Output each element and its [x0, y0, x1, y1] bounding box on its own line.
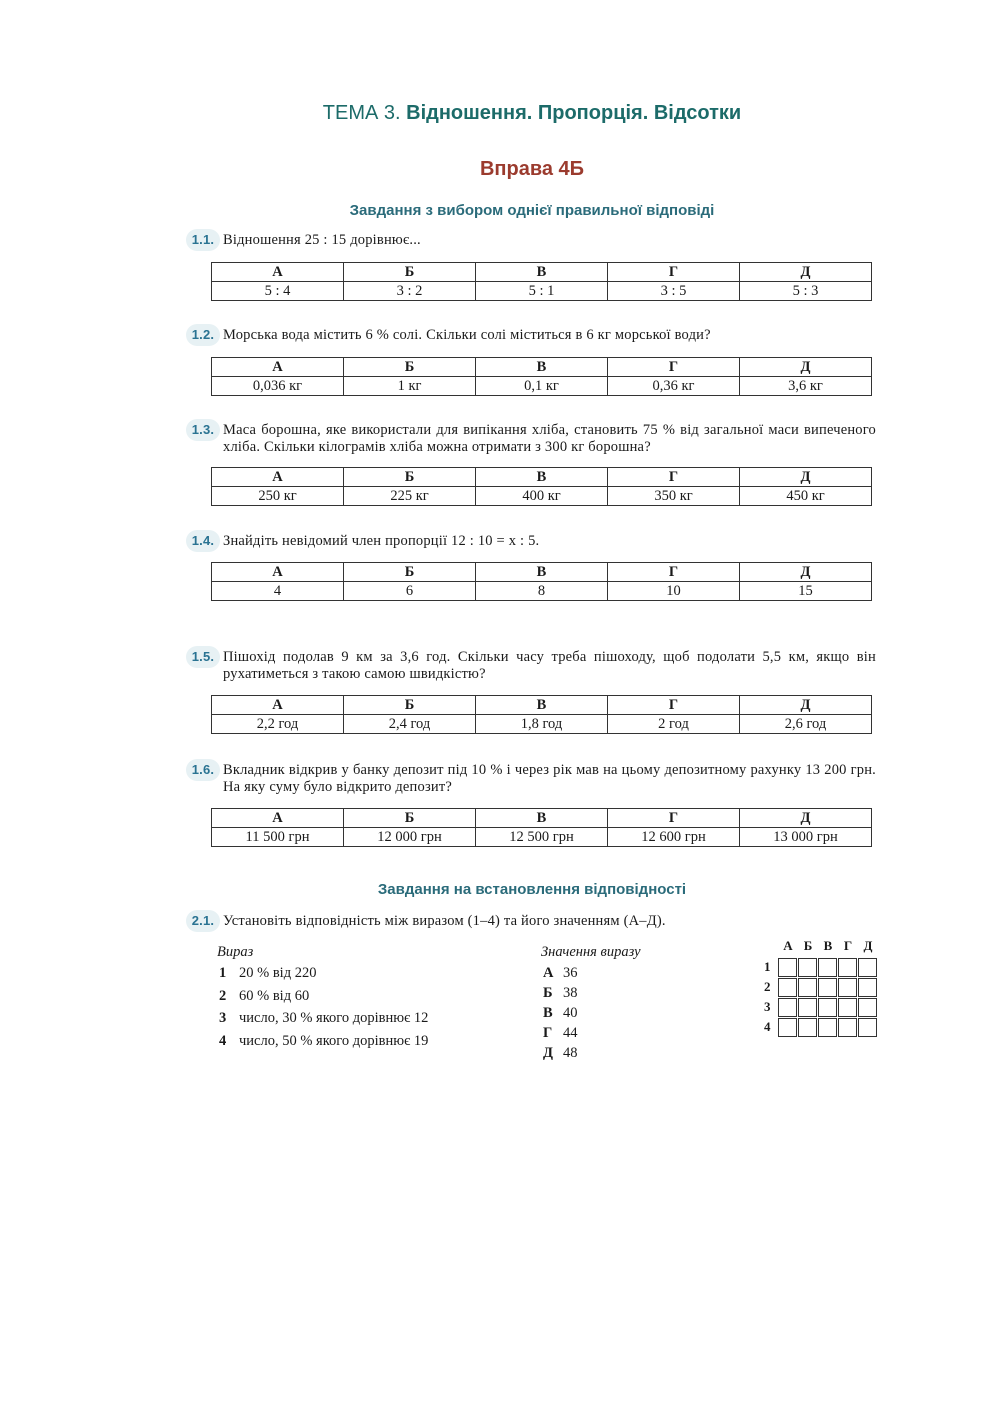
question-text: Установіть відповідність між виразом (1–4) та його значенням (А–Д). — [223, 913, 666, 929]
option-value[interactable]: 3,6 кг — [740, 377, 872, 396]
option-letter: Д — [740, 468, 872, 487]
value-letter: А — [543, 965, 554, 981]
option-letter: А — [212, 696, 344, 715]
question-number: 1.6. — [186, 759, 220, 781]
option-letter: Д — [740, 563, 872, 582]
option-letter: Г — [608, 358, 740, 377]
section-title-matching: Завдання на встановлення відповідності — [377, 881, 687, 898]
grid-column-letter: А — [783, 938, 793, 953]
option-value[interactable]: 0,36 кг — [608, 377, 740, 396]
option-value[interactable]: 12 500 грн — [476, 828, 608, 847]
option-value[interactable]: 2,4 год — [344, 715, 476, 734]
expression-item — [219, 1031, 428, 1051]
answer-options-table — [211, 808, 872, 847]
option-value[interactable]: 350 кг — [608, 487, 740, 506]
option-letter: А — [212, 263, 344, 282]
grid-column-letter: Г — [843, 938, 853, 953]
grid-cell[interactable] — [818, 998, 837, 1017]
option-value[interactable]: 3 : 5 — [608, 282, 740, 301]
option-value[interactable]: 8 — [476, 582, 608, 601]
option-value[interactable]: 3 : 2 — [344, 282, 476, 301]
answer-options-table — [211, 562, 872, 601]
option-value[interactable]: 225 кг — [344, 487, 476, 506]
option-letter: Г — [608, 563, 740, 582]
question-text: Пішохід подолав 9 км за 3,6 год. Скільки часу треба пішоходу, щоб подолати 5,5 км, якщо він рухатиметься з такою самою швидкістю? — [223, 649, 876, 682]
option-value[interactable]: 1,8 год — [476, 715, 608, 734]
question-number: 2.1. — [186, 910, 220, 932]
option-letter: Г — [608, 696, 740, 715]
option-value[interactable]: 0,1 кг — [476, 377, 608, 396]
question-number: 1.2. — [186, 324, 220, 346]
question-number: 1.5. — [186, 646, 220, 668]
question-4 — [186, 533, 876, 550]
option-letter: Б — [344, 563, 476, 582]
option-value[interactable]: 12 000 грн — [344, 828, 476, 847]
expression-text: 60 % від 60 — [239, 987, 310, 1004]
option-letter: Д — [740, 263, 872, 282]
option-letter: Б — [344, 358, 476, 377]
option-letter: А — [212, 809, 344, 828]
question-2-1 — [186, 913, 876, 930]
expression-item — [219, 1008, 428, 1028]
expression-text: 20 % від 220 — [239, 965, 317, 981]
option-value[interactable]: 15 — [740, 582, 872, 601]
question-text: Маса борошна, яке використали для випікання хліба, становить 75 % від загальної маси випеченого хліба. Скільки кілограмів хліба можна отримати з 300 кг борошна? — [223, 422, 876, 455]
option-letter: Б — [344, 809, 476, 828]
grid-cell[interactable] — [798, 998, 817, 1017]
expressions-header: Вираз — [217, 944, 254, 960]
grid-cell[interactable] — [778, 998, 797, 1017]
option-letter: Г — [608, 263, 740, 282]
answer-options-table — [211, 695, 872, 734]
value-item — [543, 1043, 578, 1063]
grid-cell[interactable] — [798, 958, 817, 977]
grid-row-number: 3 — [764, 999, 771, 1014]
option-value[interactable]: 450 кг — [740, 487, 872, 506]
option-value[interactable]: 250 кг — [212, 487, 344, 506]
value-letter: Г — [543, 1025, 553, 1041]
grid-cell[interactable] — [778, 1018, 797, 1037]
value-letter: Б — [543, 985, 553, 1001]
topic-heading — [0, 102, 1000, 125]
option-value[interactable]: 6 — [344, 582, 476, 601]
expression-text: число, 50 % якого дорівнює 19 — [239, 1032, 429, 1049]
grid-column-letter: В — [823, 938, 833, 953]
option-letter: Д — [740, 358, 872, 377]
grid-row-number: 1 — [764, 959, 771, 974]
expression-number: 1 — [219, 965, 227, 981]
grid-cell[interactable] — [778, 978, 797, 997]
expression-number: 3 — [219, 1010, 227, 1026]
question-2 — [186, 327, 876, 344]
grid-cell[interactable] — [838, 1018, 857, 1037]
grid-row-number: 4 — [764, 1019, 771, 1034]
value-item — [543, 1023, 578, 1043]
option-letter: Д — [740, 809, 872, 828]
question-text: Морська вода містить 6 % солі. Скільки солі міститься в 6 кг морської води? — [223, 327, 711, 343]
value-item — [543, 983, 578, 1003]
option-letter: Б — [344, 468, 476, 487]
option-value[interactable]: 400 кг — [476, 487, 608, 506]
grid-cell[interactable] — [858, 958, 877, 977]
option-letter: А — [212, 563, 344, 582]
question-5 — [186, 649, 876, 683]
grid-cell[interactable] — [798, 1018, 817, 1037]
answer-options-table — [211, 467, 872, 506]
option-letter: Б — [344, 263, 476, 282]
option-value[interactable]: 5 : 3 — [740, 282, 872, 301]
question-text: Відношення 25 : 15 дорівнює... — [223, 232, 421, 248]
value-number: 36 — [563, 965, 578, 981]
value-number: 48 — [563, 1045, 578, 1061]
grid-cell[interactable] — [858, 978, 877, 997]
value-letter: В — [543, 1005, 553, 1021]
expression-item — [219, 986, 309, 1006]
option-value[interactable]: 0,036 кг — [212, 377, 344, 396]
grid-cell[interactable] — [818, 1018, 837, 1037]
option-letter: В — [476, 563, 608, 582]
question-number: 1.4. — [186, 530, 220, 552]
option-letter: В — [476, 263, 608, 282]
option-value[interactable]: 5 : 4 — [212, 282, 344, 301]
value-number: 40 — [563, 1005, 578, 1021]
option-value[interactable]: 10 — [608, 582, 740, 601]
answer-options-table — [211, 357, 872, 396]
grid-cell[interactable] — [838, 958, 857, 977]
grid-cell[interactable] — [818, 978, 837, 997]
option-letter: Б — [344, 696, 476, 715]
option-value[interactable]: 12 600 грн — [608, 828, 740, 847]
option-value[interactable]: 5 : 1 — [476, 282, 608, 301]
grid-cell[interactable] — [778, 958, 797, 977]
value-number: 38 — [563, 985, 578, 1001]
option-value[interactable]: 2,6 год — [740, 715, 872, 734]
values-header: Значення виразу — [541, 944, 641, 960]
grid-cell[interactable] — [858, 1018, 877, 1037]
expression-item — [219, 963, 316, 983]
grid-cell[interactable] — [838, 998, 857, 1017]
option-value[interactable]: 2 год — [608, 715, 740, 734]
option-letter: В — [476, 696, 608, 715]
grid-row-number: 2 — [764, 979, 771, 994]
grid-cell[interactable] — [818, 958, 837, 977]
option-letter: В — [476, 468, 608, 487]
question-3 — [186, 422, 876, 456]
question-number: 1.1. — [186, 229, 220, 251]
option-letter: А — [212, 358, 344, 377]
question-1 — [186, 232, 876, 249]
exercise-title: Вправа 4Б — [479, 158, 585, 180]
option-letter: Г — [608, 468, 740, 487]
option-value[interactable]: 2,2 год — [212, 715, 344, 734]
question-6 — [186, 762, 876, 796]
grid-cell[interactable] — [798, 978, 817, 997]
option-value[interactable]: 11 500 грн — [212, 828, 344, 847]
answer-options-table — [211, 262, 872, 301]
question-number: 1.3. — [186, 419, 220, 441]
question-text: Знайдіть невідомий член пропорції 12 : 10 = x : 5. — [223, 533, 540, 549]
value-item — [543, 963, 578, 983]
topic-title: Відношення. Пропорція. Відсотки — [406, 102, 742, 124]
grid-column-letter: Б — [803, 938, 813, 953]
option-letter: А — [212, 468, 344, 487]
option-letter: В — [476, 809, 608, 828]
option-value[interactable]: 13 000 грн — [740, 828, 872, 847]
value-number: 44 — [563, 1025, 578, 1041]
option-letter: В — [476, 358, 608, 377]
option-value[interactable]: 4 — [212, 582, 344, 601]
value-item — [543, 1003, 578, 1023]
expression-number: 2 — [219, 987, 227, 1004]
value-letter: Д — [543, 1045, 553, 1061]
grid-cell[interactable] — [838, 978, 857, 997]
grid-column-letter: Д — [863, 938, 873, 953]
section-title-choice: Завдання з вибором однієї правильної відповіді — [349, 202, 715, 219]
expression-number: 4 — [219, 1032, 227, 1049]
option-letter: Д — [740, 696, 872, 715]
expression-text: число, 30 % якого дорівнює 12 — [239, 1010, 429, 1026]
topic-prefix: ТЕМА 3. — [322, 102, 401, 124]
question-text: Вкладник відкрив у банку депозит під 10 % і через рік мав на цьому депозитному рахунку 13 200 грн. На яку суму було відкрито депозит? — [223, 762, 876, 795]
grid-cell[interactable] — [858, 998, 877, 1017]
option-value[interactable]: 1 кг — [344, 377, 476, 396]
option-letter: Г — [608, 809, 740, 828]
